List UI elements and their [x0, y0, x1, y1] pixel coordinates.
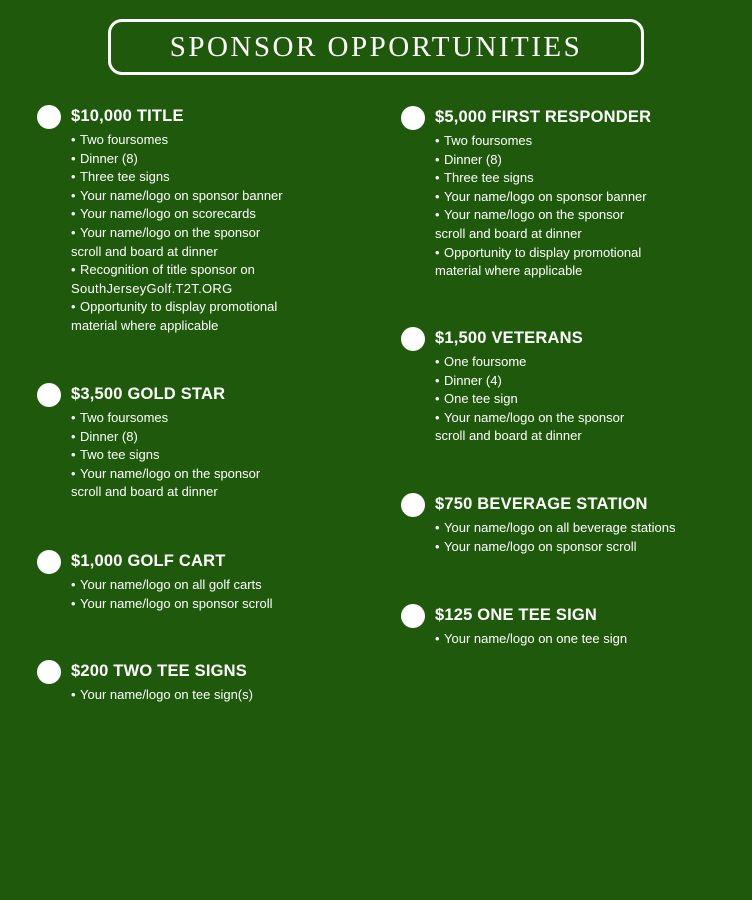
tier-golf-cart: [37, 552, 357, 613]
list-item: • Your name/logo on the sponsor: [435, 409, 625, 425]
list-item: • Your name/logo on scorecards: [71, 206, 256, 222]
list-item: • Your name/logo on the sponsor: [71, 465, 261, 481]
benefit-list: [401, 630, 721, 649]
tier-name: $200 TWO TEE SIGNS: [71, 662, 247, 680]
tier-name: $10,000 TITLE: [71, 107, 184, 125]
website-text: SouthJerseyGolf.T2T.ORG: [71, 280, 233, 296]
list-item: • Recognition of title sponsor on: [71, 262, 255, 278]
golf-ball-icon: [37, 550, 61, 574]
list-item: • Two foursomes: [71, 410, 169, 425]
golf-ball-icon: [401, 493, 425, 517]
title-banner: [108, 19, 644, 75]
golf-ball-icon: [401, 604, 425, 628]
list-item: • Your name/logo on tee sign(s): [71, 687, 253, 702]
list-item: • Dinner (8): [71, 428, 138, 444]
list-item: • Three tee signs: [435, 170, 534, 186]
list-item: • Your name/logo on all golf carts: [71, 577, 262, 592]
tier-title: [37, 107, 357, 336]
list-item: • Dinner (8): [435, 151, 502, 167]
tier-first-responder: [401, 108, 721, 281]
list-item: • One foursome: [435, 354, 527, 369]
list-item: • Opportunity to display promotional: [435, 244, 642, 260]
benefit-list: [401, 353, 721, 446]
list-item: • Two foursomes: [435, 133, 533, 148]
list-item: • Dinner (8): [71, 150, 138, 166]
benefit-list: [37, 131, 357, 336]
golf-ball-icon: [37, 383, 61, 407]
list-item: • One tee sign: [435, 391, 518, 407]
golf-ball-icon: [37, 660, 61, 684]
tier-name: $750 BEVERAGE STATION: [435, 495, 648, 513]
golf-ball-icon: [37, 105, 61, 129]
list-item: • Your name/logo on one tee sign: [435, 631, 628, 646]
list-item: • Your name/logo on the sponsor: [435, 207, 625, 223]
tier-two-tee-signs: [37, 662, 357, 705]
list-item: material where applicable: [71, 317, 219, 333]
list-item: • Two tee signs: [71, 447, 160, 463]
list-item: • Your name/logo on all beverage stations: [435, 520, 676, 535]
list-item: scroll and board at dinner: [71, 484, 218, 500]
page-title: SPONSOR OPPORTUNITIES: [169, 30, 583, 63]
benefit-list: [37, 686, 357, 705]
benefit-list: [37, 576, 357, 613]
list-item: scroll and board at dinner: [71, 243, 218, 259]
list-item: • Your name/logo on sponsor banner: [71, 187, 283, 203]
golf-ball-icon: [401, 106, 425, 130]
tier-gold-star: [37, 385, 357, 502]
list-item: • Three tee signs: [71, 169, 170, 185]
list-item: • Your name/logo on the sponsor: [71, 224, 261, 240]
benefit-list: [37, 409, 357, 502]
tier-beverage-station: [401, 495, 721, 556]
tier-one-tee-sign: [401, 606, 721, 649]
tier-name: $3,500 GOLD STAR: [71, 385, 226, 403]
benefit-list: [401, 132, 721, 281]
benefit-list: [401, 519, 721, 556]
tier-name: $1,500 VETERANS: [435, 329, 583, 347]
tier-name: $5,000 FIRST RESPONDER: [435, 108, 652, 126]
list-item: • Two foursomes: [71, 132, 169, 147]
list-item: • Your name/logo on sponsor scroll: [435, 538, 637, 554]
list-item: scroll and board at dinner: [435, 225, 582, 241]
list-item: • Your name/logo on sponsor banner: [435, 188, 647, 204]
tier-veterans: [401, 329, 721, 446]
tier-name: $1,000 GOLF CART: [71, 552, 226, 570]
list-item: • Your name/logo on sponsor scroll: [71, 595, 273, 611]
list-item: material where applicable: [435, 263, 583, 279]
list-item: • Opportunity to display promotional: [71, 299, 278, 315]
list-item: • Dinner (4): [435, 372, 502, 388]
tier-name: $125 ONE TEE SIGN: [435, 606, 598, 624]
golf-ball-icon: [401, 327, 425, 351]
list-item: scroll and board at dinner: [435, 428, 582, 444]
